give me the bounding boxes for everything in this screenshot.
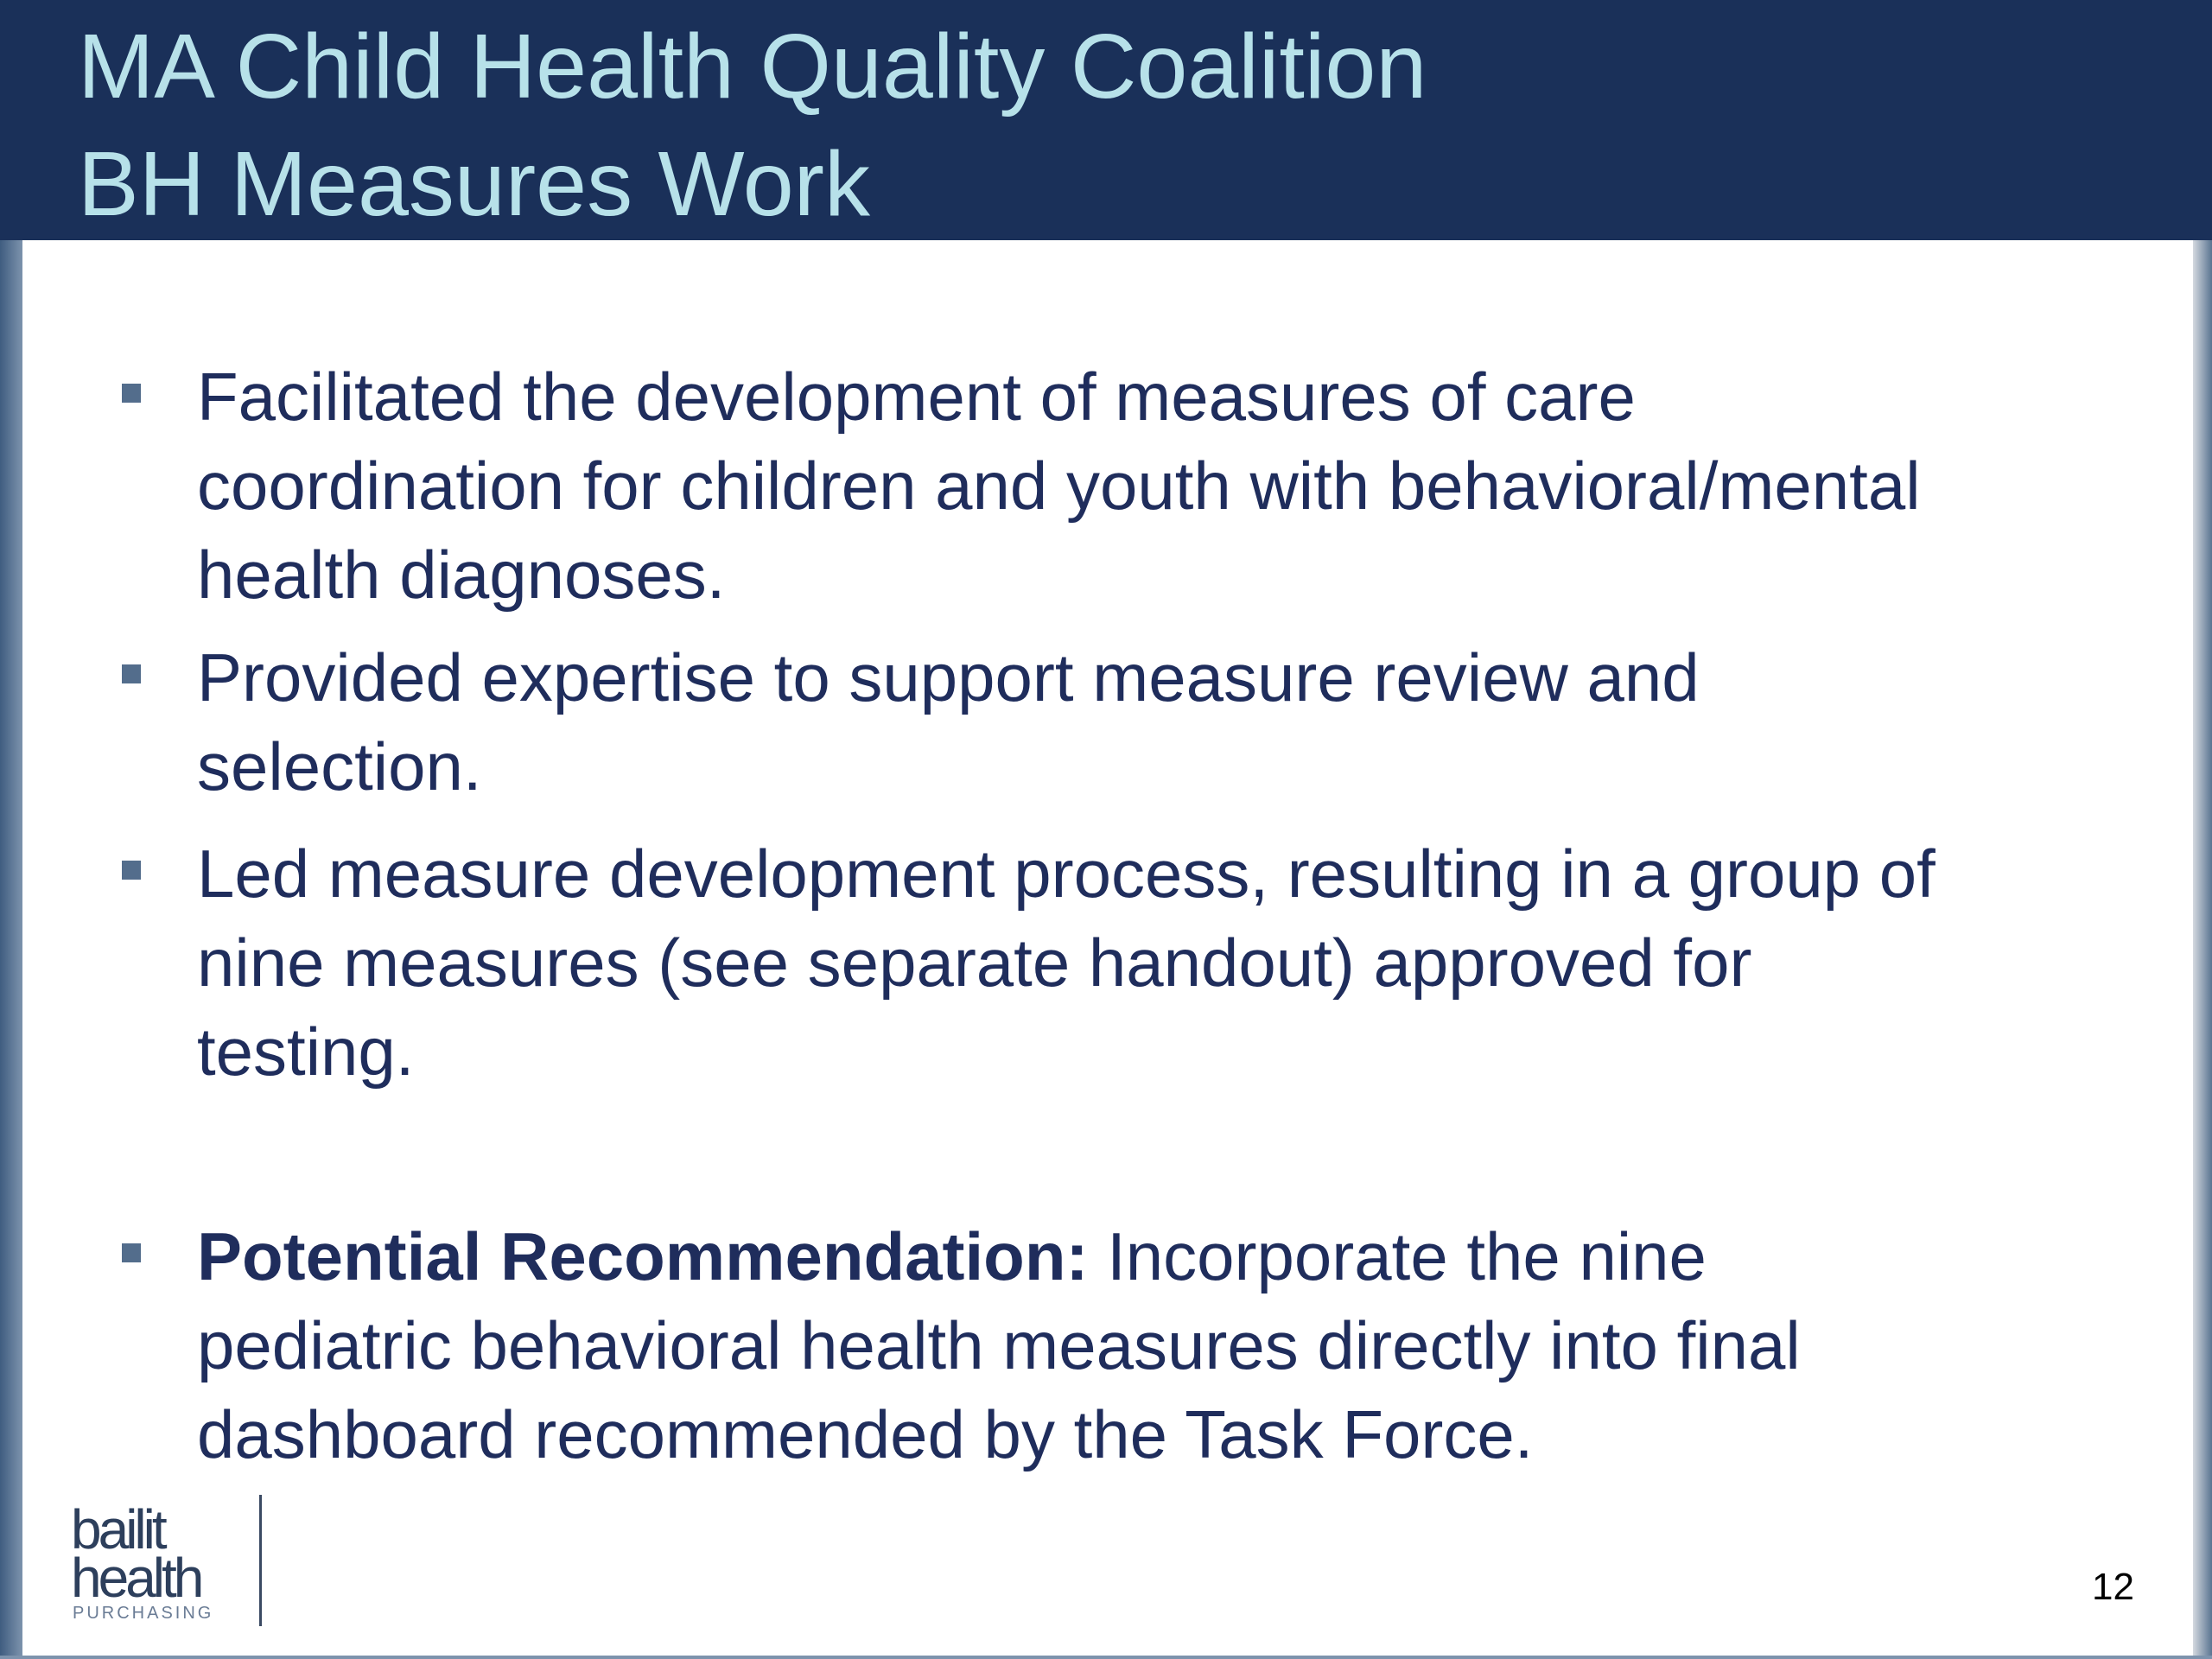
bottom-border-bar	[0, 1656, 2212, 1659]
title-banner	[0, 0, 2212, 240]
logo-word-health: health	[71, 1547, 201, 1609]
right-border-bar	[2193, 240, 2212, 1659]
left-border-bar	[0, 240, 22, 1659]
logo-word-bailit: bailit	[71, 1498, 164, 1560]
page-number: 12	[2092, 1566, 2134, 1608]
square-bullet-icon	[122, 664, 141, 683]
bullet-text-1: Facilitated the development of measures of care coordination for children and youth with behavioral/mental health diagnoses.	[197, 359, 1921, 613]
square-bullet-icon	[122, 1243, 141, 1262]
recommendation-label: Potential Recommendation:	[197, 1218, 1089, 1294]
bullet-text-2: Provided expertise to support measure review and selection.	[197, 639, 1700, 804]
bullet-text-4	[197, 1212, 1960, 1479]
square-bullet-icon	[122, 384, 141, 403]
slide-title-line-1: MA Child Health Quality Coalition	[78, 16, 1427, 118]
logo-tagline: PURCHASING	[73, 1604, 214, 1623]
bailit-health-logo	[71, 1493, 244, 1631]
recommendation-text: Incorporate the nine pediatric behavioral health measures directly into final dashboard recommended by the Task Force.	[197, 1218, 1801, 1472]
logo-divider	[259, 1495, 262, 1626]
square-bullet-icon	[122, 861, 141, 880]
slide-title-line-2: BH Measures Work	[78, 133, 870, 235]
bullet-text-3: Led measure development process, resulting in a group of nine measures (see separate handout) approved for testing.	[197, 836, 1936, 1090]
